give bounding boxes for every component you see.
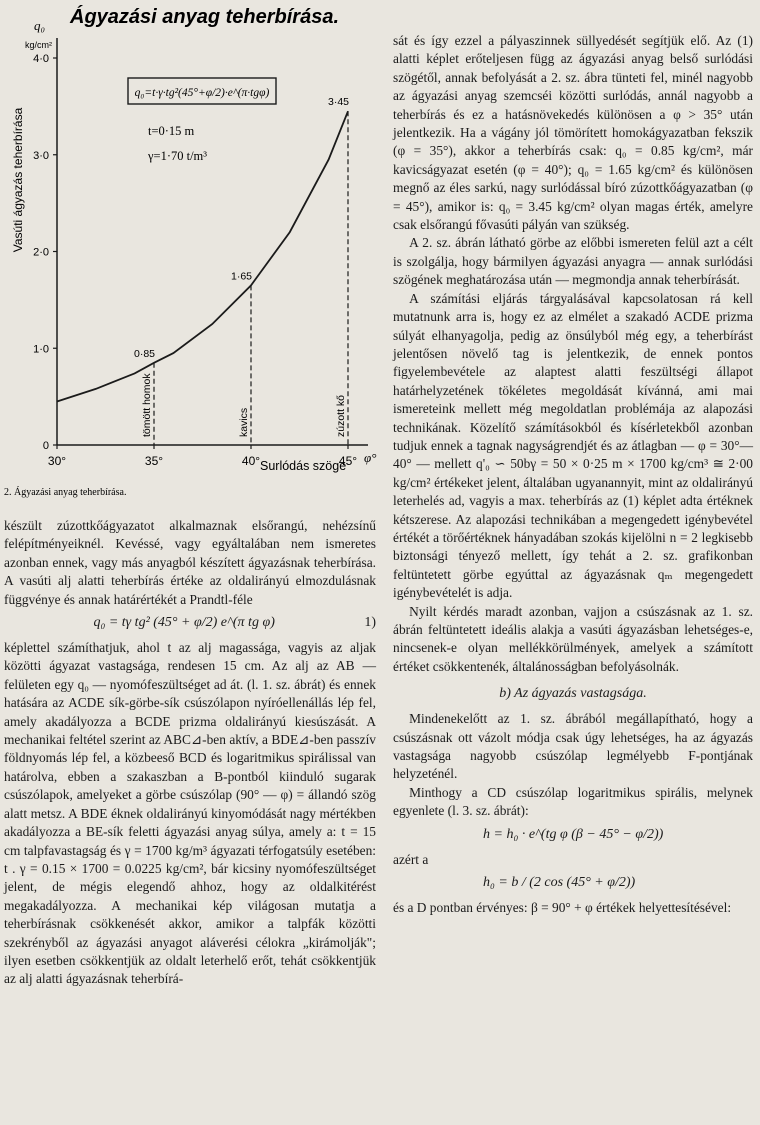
right-paragraph-6: Minthogy a CD csúszólap logaritmikus spirális, melynek egyenlete (l. 3. sz. ábrát): [393,784,753,819]
bearing-capacity-chart [0,0,378,505]
right-paragraph-4: Nyilt kérdés maradt azonban, vajjon a csúszásnak az 1. sz. ábrán feltüntetett ideális alakja a vasúti ágyazásban lehetséges-e, nincsenek-e olyan mellékkörülmények, amelyek a számított értéket csökkentenék, általánosságban befolyásolnák. [393,603,753,674]
left-paragraph-2: képlettel számíthatjuk, ahol t az alj magassága, vagyis az aljak közötti ágyazat vastagsága, rendesen 15 cm. Az alj az AB — felületen egy q₀ — nyomófeszültséget ad át. (l. 1. sz. ábrát) és ennek hatására az ACDE sík-görbe-sík csúszólapon nyíróellenállás lép fel, amely akadályozza a BCDE prizma oldalirányú kiesúszását. A mechanikai feltétel szerint az ABC⊿-ben aktív, a BDE⊿-ben passzív földnyomás lép fel, a közbeeső BCD és logaritmikus spirálissal van határolva, ebben a szakaszban a B-pontból kiinduló sugarak csúszólapok, amelyeket a görbe csúszólap (90° — φ) = állandó szög alatt metsz. A BDE éknek oldalirányú kinyomódását nagy mértékben akadályozza a BE-sík feletti ágyazási anyag súlya, amely a: t = 15 cm talpfavastagság és γ = 1700 kg/m³ ágyazati térfogatsúly esetében: t . γ = 0.15 × 1700 = 0.0225 kg/cm², bár kicsiny nyomófeszültséget jelent, de mégis elegendő ahhoz, hogy az oldalkitérést megakadályozza. A mechanikai kép világosan mutatja a teherbírásnak csökkenését akkor, amikor a talpfák közötti szekrényből az ágyazási anyagot aláverési célokra „kirámolják"; ilyen esetben csökkentjük az oldalt leterhelő erőt, tehát csökkentjük az alj alatti ágyazásnak teherbírá- [4,640,376,987]
formula-text: q₀=t·γ·tg²(45°+φ/2)·e^(π·tgφ) [134,87,270,99]
right-paragraph-7: és a D pontban érvényes: β = 90° + φ értékek helyettesítésével: [393,900,732,916]
x-axis-label: Surlódás szöge [260,459,347,473]
formula-number: 1) [364,615,376,631]
y-tick-label: 0 [42,440,49,452]
right-paragraph-5: Mindenekelőtt az 1. sz. ábrából megállapítható, hogy a csúszásnak ott vázolt módja csak úgy lehetséges, ha az ágyazás vastagsága nagyobb csúszólap legmélyebb F-pontjának helyzeténél. [393,711,753,782]
left-text-block [4,517,376,989]
x-symbol: φ° [364,450,377,465]
spiral-formula: h = h₀ · e^(tg φ (β − 45° − φ/2)) [483,826,664,842]
azert-text: azért a [393,851,429,867]
x-tick-label: 40° [241,454,261,468]
right-paragraph-1: sát és így ezzel a pályaszinnek süllyedését segítjük elő. Az (1) alatti képlet erőteljesen függ az ágyazási anyag belső surlódási szögétől, annak befolyását a 2. sz. ábra tünteti fel, minél nagyobb az ágyazási anyag szemcséi közötti surlódás, annál nagyobb a teherbírás és ez a hatásnövekedés különösen a φ > 35° után jelentkezik. Ha a vágány jól tömörített homokágyazatban fekszik (φ = 35°), akkor a teherbírás csak: q₀ = 0.85 kg/cm², már kavicságyazat esetén (φ = 40°); q₀ = 1.65 kg/cm² és különösen megnő az éles sarkú, nagy surlódással bíró zúzottkőágyazatban (φ = 45°), amikor is: q₀ = 3.45 kg/cm² olyan magas érték, amelyre csak elsőrangú fővasúti pályán van szükség. [393,33,753,233]
right-paragraph-3: A számítási eljárás tárgyalásával kapcsolatosan rá kell mutatnunk arra is, hogy ez az elmélet a szakadó ACDE prizma súlyát elhanyagolja, pedig az önsúlyból még egy, a teherbírást jelentősen növelő tag is jelentkezik, de ennek pontos figyelembevétele az alaptest alatti feszültségi állapot határhelyzetének tökéletes megoldását kívánná, ami mai ismereteink mellett még megoldatlan problémája az alapozási technikának. Közelítő számításokból és kísérletekből azonban tudjuk ennek a tagnak nagyságrendjét és az átlagban — φ = 30°—40° — mellett q'₀ ∽ 50bγ = 50 × 0·25 m × 1700 kg/cm³ ≅ 2·00 kg/cm² értékeket jelent, általában ugyanannyit, mint az oldalirányú leterhelés ad, vagyis a max. teherbírás az (1) képlet adta értéknek kétszerese. Az alapozási technikában a megengedett igénybevétel értékét a törőértéknek hányadában szokás kijelölni n = 2 legkisebb biztonsági tényező mellett, így tehát a 2. sz. grafikonban feltüntetett görbe egyúttal az ágyazásnak qₘ megengedett igénybevételét is adja. [393,290,753,601]
y-unit: kg/cm² [25,40,52,50]
param-t: t=0·15 m [148,124,195,138]
x-tick-label: 45° [338,454,358,468]
y-tick-label: 2·0 [33,246,49,259]
figure-title: Ágyazási anyag teherbírása. [70,6,340,28]
y-symbol: q₀ [34,18,46,33]
x-tick-label: 35° [144,454,164,468]
section-title: b) Az ágyazás vastagsága. [499,686,647,702]
left-paragraph-1: készült zúzottkőágyazatot alkalmaznak elsőrangú, nehézsínű felépítményeiknél. Kevéssé, vagy egyáltalában nem ismeretes azonban ennek, vagy más anyagból készített ágyazásnak teherbírása. A vasúti alj alatti teherbírás értéke az oldalirányú elmozdulásnak függvénye és annak határértékét a Prandtl-féle [4,518,376,607]
x-tick-label: 30° [47,454,67,468]
figure-caption: 2. Ágyazási anyag teherbírása. [4,487,127,498]
param-gamma: γ=1·70 t/m³ [148,149,208,163]
material-label: tömött homok [141,373,153,437]
right-text-block [393,32,753,917]
y-axis-label: Vasúti ágyazás teherbírása [11,107,25,253]
prandtl-formula-text: q₀ = tγ tg² (45° + φ/2) e^(π tg φ) [93,615,275,631]
prandtl-formula [4,613,376,633]
data-point-label: 0·85 [134,347,156,360]
data-point-label: 1·65 [231,270,253,283]
material-label: zúzott kő [335,394,347,437]
y-tick-label: 4·0 [33,53,49,65]
material-label: kavics [238,407,250,437]
y-tick-label: 1·0 [33,343,49,356]
data-point-label: 3·45 [328,96,350,109]
y-tick-label: 3·0 [33,149,49,162]
formula-box [128,78,276,104]
right-paragraph-2: A 2. sz. ábrán látható görbe az előbbi ismereten felül azt a célt is szolgálja, hogy bármilyen ágyazási anyagra — annak surlódási szögének meghatározása után — megmondja annak teherbírását. [393,235,753,288]
h0-formula: h₀ = b / (2 cos (45° + φ/2)) [483,875,636,891]
y-ticks [33,53,57,452]
